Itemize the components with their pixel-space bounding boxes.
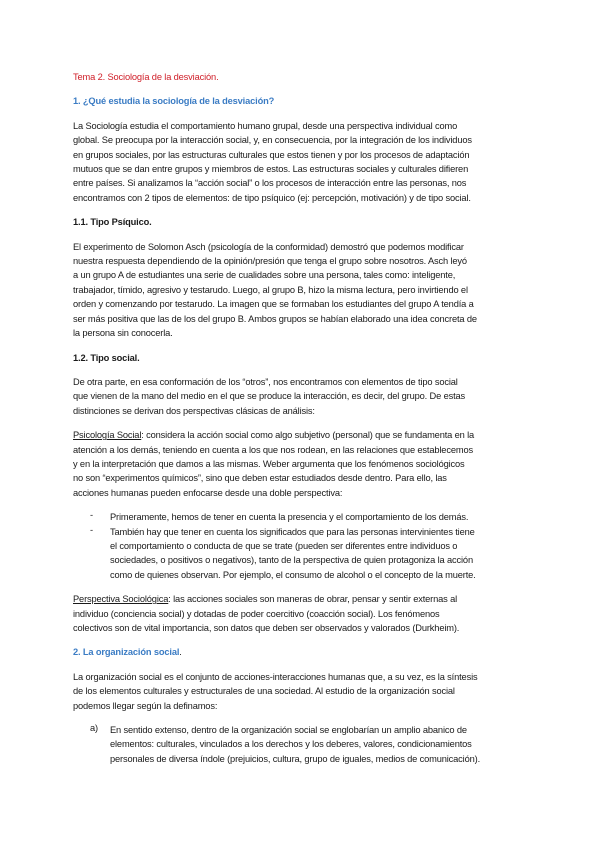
line-text: : las acciones sociales son maneras de obrar, pensar y sentir externas al xyxy=(168,594,458,605)
line-text: orden y comenzando por testarudo. La imagen que se formaban los estudiantes del grupo A tendía a xyxy=(73,299,474,310)
text-line xyxy=(73,486,533,500)
text-line xyxy=(73,443,533,457)
paragraph xyxy=(73,119,533,205)
text-line: Primeramente, hemos de tener en cuenta la presencia y el comportamiento de los demás. xyxy=(110,512,469,523)
line-text: podemos llegar según la definamos: xyxy=(73,700,218,711)
term-underlined: Perspectiva Sociológica xyxy=(73,594,169,605)
list-item xyxy=(73,525,533,583)
text-line xyxy=(73,176,533,190)
document-page xyxy=(73,70,533,776)
line-text: De otra parte, en esa conformación de los “otros”, nos encontramos con elementos de tipo social xyxy=(73,376,458,387)
text-line xyxy=(73,684,533,698)
line-text: atención a los demás, teniendo en cuenta a los que nos rodean, en las relaciones que establecemos xyxy=(73,444,473,455)
line-text: entre países. Si analizamos la “acción social” o los procesos de interacción entre las personas, nos xyxy=(73,178,467,189)
line-text: de los elementos culturales y estructurales de una sociedad. Al estudio de la organización social xyxy=(73,686,455,697)
paragraph xyxy=(73,375,533,418)
text-line xyxy=(73,312,533,326)
line-text: global. Se preocupa por la interacción social, y, en consecuencia, por la integración de los individuos xyxy=(73,135,472,146)
section-heading-2 xyxy=(73,645,533,659)
line-text: El experimento de Solomon Asch (psicología de la conformidad) demostró que podemos modificar xyxy=(73,241,464,252)
line-text: que vienen de la mano del medio en el que se produce la interacción, es decir, del grupo. De estas xyxy=(73,391,466,402)
text-line xyxy=(73,254,533,268)
text-line: personales de diversa índole (prejuicios, cultura, grupo de iguales, medios de comunicación). xyxy=(110,753,481,764)
line-text: colectivos son de vital importancia, son datos que deben ser observados y valorados (Durkheim). xyxy=(73,623,460,633)
text-line xyxy=(73,375,533,389)
text-line xyxy=(73,240,533,254)
text-line xyxy=(73,592,533,606)
line-text: mutuos que se dan entre grupos y miembros de estos. Las estructuras sociales y culturales difieren xyxy=(73,164,469,175)
document-title: Tema 2. Sociología de la desviación. xyxy=(73,72,219,82)
text-line xyxy=(73,607,533,621)
text-line xyxy=(73,148,533,162)
list-marker: - xyxy=(90,524,93,535)
line-text: la persona sin conocerla. xyxy=(73,328,173,339)
line-text: en grupos sociales, por las estructuras culturales que estos tienen y por los procesos de adaptación xyxy=(73,149,470,160)
text-line xyxy=(73,471,533,485)
lettered-list xyxy=(73,723,533,766)
text-line xyxy=(73,457,533,471)
text-line: También hay que tener en cuenta los significados que para las personas intervinientes tiene xyxy=(110,526,475,537)
text-line xyxy=(73,133,533,147)
line-text: y en la interpretación que damos a las mismas. Weber argumenta que los fenómenos sociológicos xyxy=(73,458,465,469)
list-marker: a) xyxy=(90,723,98,734)
text-line: sociedades, o positivos o negativos), tanto de la perspectiva de quien protagoniza la acción xyxy=(110,555,473,566)
paragraph-perspectiva-sociologica xyxy=(73,592,533,635)
list-marker: - xyxy=(90,510,93,521)
text-line: elementos: culturales, vinculados a los derechos y los deberes, valores, condicionamientos xyxy=(110,739,472,750)
text-line xyxy=(73,119,533,133)
text-line: En sentido extenso, dentro de la organización social se englobarían un amplio abanico de xyxy=(110,725,467,736)
heading-period: . xyxy=(179,647,182,658)
section-heading-1: 1. ¿Qué estudia la sociología de la desviación? xyxy=(73,96,275,107)
text-line: como de quienes observan. Por ejemplo, el consumo de alcohol o el concepto de la muerte. xyxy=(110,569,476,580)
subsection-heading-1-2: 1.2. Tipo social. xyxy=(73,352,140,363)
text-line xyxy=(73,428,533,442)
list-item xyxy=(73,510,533,524)
text-line xyxy=(73,268,533,282)
text-line xyxy=(73,389,533,403)
line-text: individuo (conciencia social) y dotadas de poder coercitivo (coacción social). Los fenómenos xyxy=(73,608,440,619)
line-text: no son “experimentos químicos”, sino que deben estar estudiados desde dentro. Para ello, las xyxy=(73,473,447,484)
line-text: trabajador, tímido, agresivo y testarudo. Luego, al grupo B, hizo la misma lectura, pero invirtiendo el xyxy=(73,284,468,295)
text-line xyxy=(73,326,533,340)
list-item xyxy=(73,723,533,766)
line-text: acciones humanas pueden enfocarse desde una doble perspectiva: xyxy=(73,487,343,498)
text-line xyxy=(73,283,533,297)
text-line xyxy=(73,621,533,635)
text-line xyxy=(73,670,533,684)
line-text: distinciones se derivan dos perspectivas clásicas de análisis: xyxy=(73,405,315,416)
text-line xyxy=(73,191,533,205)
line-text: : considera la acción social como algo subjetivo (personal) que se fundamenta en la xyxy=(141,430,475,441)
paragraph-psicologia-social xyxy=(73,428,533,500)
line-text: encontramos con 2 tipos de elementos: de tipo psíquico (ej: percepción, motivación) y de tipo social. xyxy=(73,192,471,203)
subsection-heading-1-1: 1.1. Tipo Psíquico. xyxy=(73,217,152,228)
section-heading-2-text: 2. La organización social xyxy=(73,647,180,658)
line-text: La organización social es el conjunto de acciones-interacciones humanas que, a su vez, es la síntesis xyxy=(73,671,478,682)
paragraph xyxy=(73,240,533,341)
text-line: el comportamiento o conducta de que se trate (pueden ser diferentes entre individuos o xyxy=(110,540,458,551)
line-text: nuestra respuesta dependiendo de la opinión/presión que tenga el grupo sobre nosotros. Asch leyó xyxy=(73,256,467,267)
line-text: La Sociología estudia el comportamiento humano grupal, desde una perspectiva individual como xyxy=(73,120,458,131)
line-text: ser más positiva que las de los del grupo B. Ambos grupos se habían elaborado una idea concreta de xyxy=(73,313,477,324)
paragraph xyxy=(73,670,533,713)
text-line xyxy=(73,297,533,311)
text-line xyxy=(73,162,533,176)
bullet-list xyxy=(73,510,533,582)
text-line xyxy=(73,699,533,713)
text-line xyxy=(73,404,533,418)
line-text: a un grupo A de estudiantes una serie de cualidades sobre una persona, tales como: inteligente, xyxy=(73,270,456,281)
term-underlined: Psicología Social xyxy=(73,430,142,441)
